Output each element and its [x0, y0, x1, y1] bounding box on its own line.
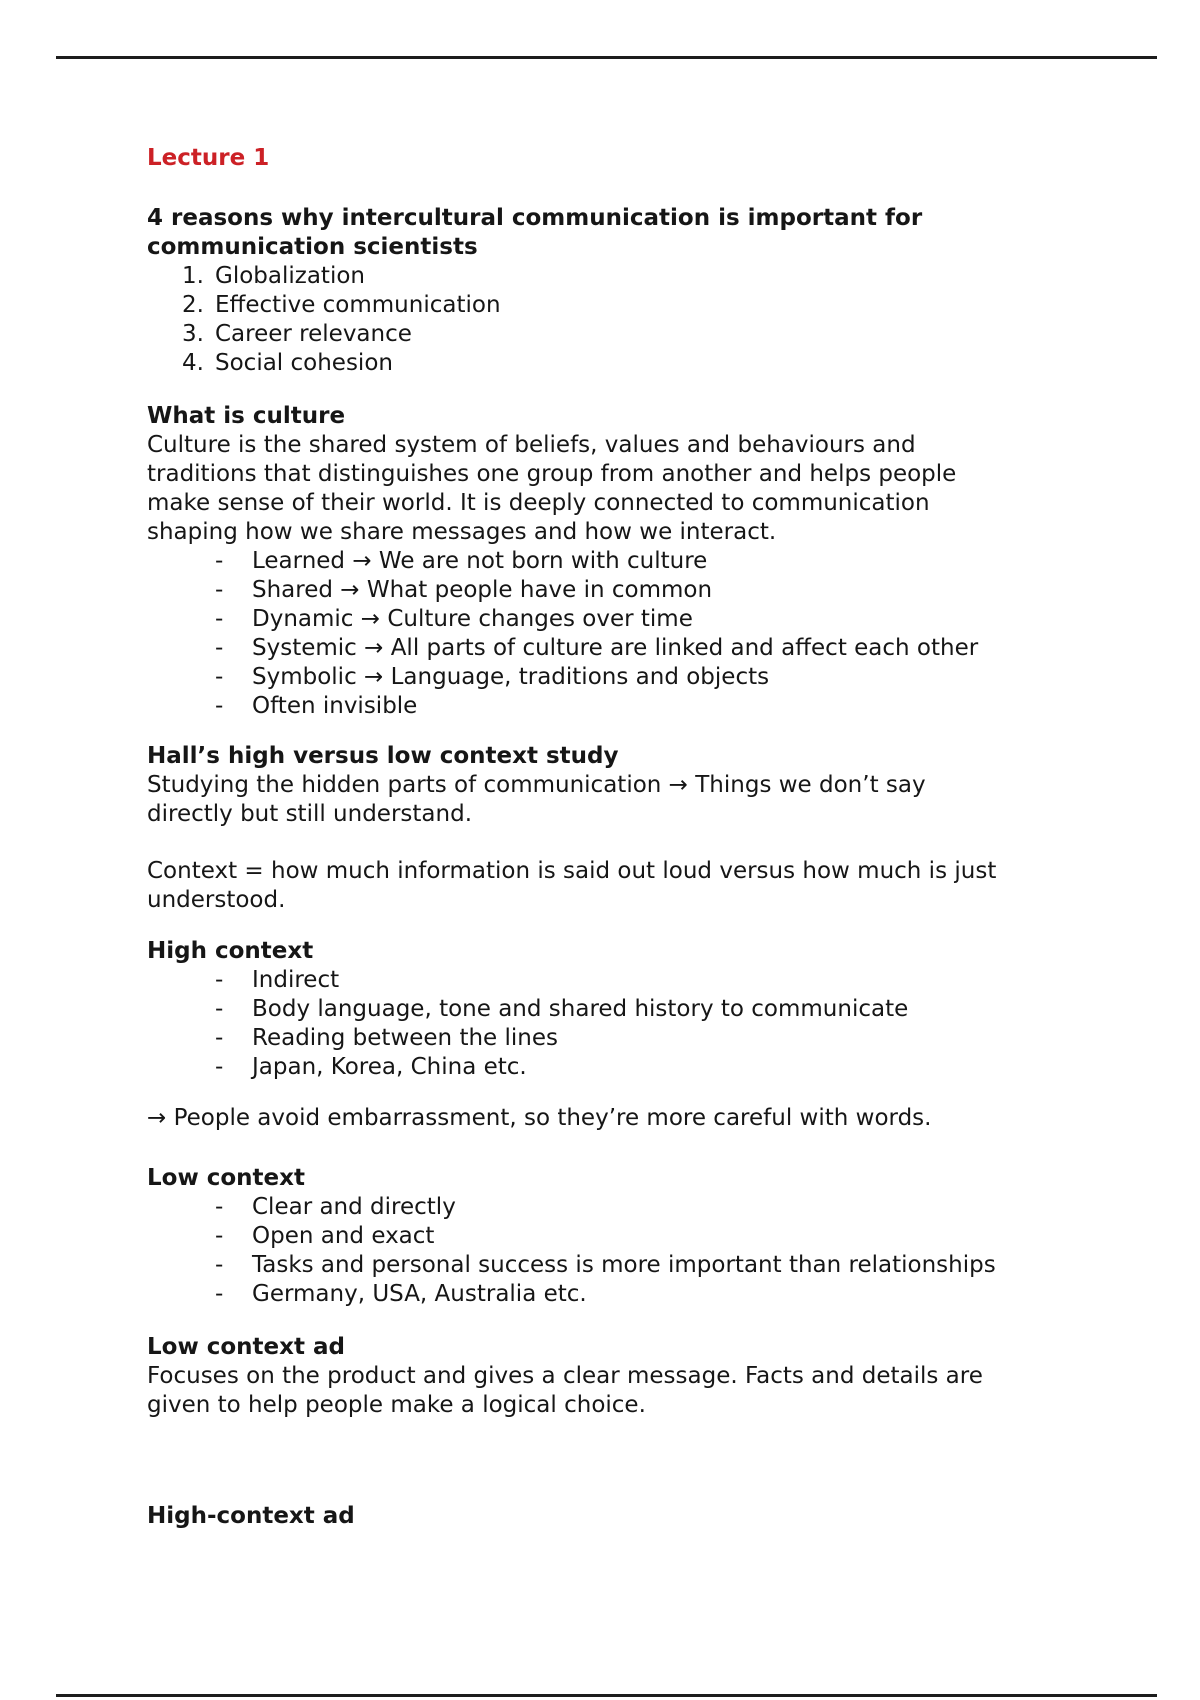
bullet-text: Indirect — [252, 967, 340, 993]
bullet-item — [147, 995, 1157, 1024]
high-context-ad-heading: High-context ad — [147, 1503, 355, 1529]
document-content — [147, 0, 1157, 1531]
what-is-culture-heading: What is culture — [147, 403, 346, 429]
paragraph-line: Context = how much information is said out loud versus how much is just — [147, 858, 997, 884]
bullet-text: Reading between the lines — [252, 1025, 558, 1051]
bullet-item — [147, 1280, 1157, 1309]
reasons-heading-line-2: communication scientists — [147, 234, 478, 260]
bullet-text: Germany, USA, Australia etc. — [252, 1281, 587, 1307]
bullet-dash: - — [215, 577, 224, 603]
bullet-text: Tasks and personal success is more important than relationships — [252, 1252, 996, 1278]
bullet-text: Often invisible — [252, 693, 418, 719]
bullet-dash: - — [215, 1223, 224, 1249]
bullet-item — [147, 576, 1157, 605]
low-context-ad-paragraph — [147, 1362, 1157, 1420]
high-context-list — [147, 966, 1157, 1082]
bullet-dash: - — [215, 693, 224, 719]
bullet-dash: - — [215, 635, 224, 661]
bullet-dash: - — [215, 1054, 224, 1080]
bullet-dash: - — [215, 1194, 224, 1220]
bullet-dash: - — [215, 1252, 224, 1278]
bullet-item — [147, 1193, 1157, 1222]
bullet-item — [147, 547, 1157, 576]
bullet-text: Japan, Korea, China etc. — [252, 1054, 527, 1080]
paragraph-line: understood. — [147, 887, 286, 913]
bullet-text: Shared → What people have in common — [252, 577, 713, 603]
bullet-text: Dynamic → Culture changes over time — [252, 606, 693, 632]
list-item-text: Effective communication — [215, 292, 501, 318]
numbered-list-item — [147, 291, 1157, 320]
bullet-item — [147, 692, 1157, 721]
list-number: 1. — [182, 263, 204, 289]
bullet-dash: - — [215, 548, 224, 574]
what-is-culture-paragraph — [147, 431, 1157, 547]
lecture-title: Lecture 1 — [147, 145, 270, 171]
low-context-heading: Low context — [147, 1165, 305, 1191]
bullet-dash: - — [215, 664, 224, 690]
bottom-divider — [56, 1694, 1157, 1697]
bullet-dash: - — [215, 606, 224, 632]
culture-traits-list — [147, 547, 1157, 721]
paragraph-line: make sense of their world. It is deeply connected to communication — [147, 490, 930, 516]
bullet-text: Symbolic → Language, traditions and objects — [252, 664, 770, 690]
paragraph-line: shaping how we share messages and how we interact. — [147, 519, 777, 545]
numbered-list-item — [147, 320, 1157, 349]
list-number: 3. — [182, 321, 204, 347]
bullet-dash: - — [215, 1025, 224, 1051]
bullet-text: Learned → We are not born with culture — [252, 548, 708, 574]
bullet-dash: - — [215, 967, 224, 993]
bullet-item — [147, 634, 1157, 663]
hall-study-heading: Hall’s high versus low context study — [147, 743, 619, 769]
bullet-text: Body language, tone and shared history to communicate — [252, 996, 909, 1022]
bullet-item — [147, 1053, 1157, 1082]
hall-study-paragraph — [147, 771, 1157, 829]
bullet-item — [147, 1251, 1157, 1280]
low-context-list — [147, 1193, 1157, 1309]
bullet-item — [147, 966, 1157, 995]
numbered-list-item — [147, 262, 1157, 291]
context-definition-paragraph — [147, 857, 1157, 915]
paragraph-line: given to help people make a logical choice. — [147, 1392, 646, 1418]
paragraph-line: traditions that distinguishes one group from another and helps people — [147, 461, 957, 487]
numbered-list-item — [147, 349, 1157, 378]
bullet-item — [147, 1222, 1157, 1251]
reasons-heading — [147, 204, 1157, 262]
bullet-text: Systemic → All parts of culture are linked and affect each other — [252, 635, 979, 661]
list-item-text: Globalization — [215, 263, 365, 289]
bullet-dash: - — [215, 1281, 224, 1307]
list-item-text: Social cohesion — [215, 350, 393, 376]
list-number: 2. — [182, 292, 204, 318]
paragraph-line: Focuses on the product and gives a clear message. Facts and details are — [147, 1363, 983, 1389]
bullet-item — [147, 663, 1157, 692]
list-item-text: Career relevance — [215, 321, 412, 347]
bullet-text: Clear and directly — [252, 1194, 456, 1220]
paragraph-line: directly but still understand. — [147, 801, 472, 827]
bullet-text: Open and exact — [252, 1223, 435, 1249]
list-number: 4. — [182, 350, 204, 376]
bullet-dash: - — [215, 996, 224, 1022]
reasons-heading-line-1: 4 reasons why intercultural communication is important for — [147, 205, 923, 231]
high-context-note: → People avoid embarrassment, so they’re more careful with words. — [147, 1105, 932, 1131]
bullet-item — [147, 1024, 1157, 1053]
paragraph-line: Studying the hidden parts of communication → Things we don’t say — [147, 772, 926, 798]
high-context-heading: High context — [147, 938, 314, 964]
reasons-list — [147, 262, 1157, 378]
bullet-item — [147, 605, 1157, 634]
low-context-ad-heading: Low context ad — [147, 1334, 345, 1360]
paragraph-line: Culture is the shared system of beliefs, values and behaviours and — [147, 432, 916, 458]
